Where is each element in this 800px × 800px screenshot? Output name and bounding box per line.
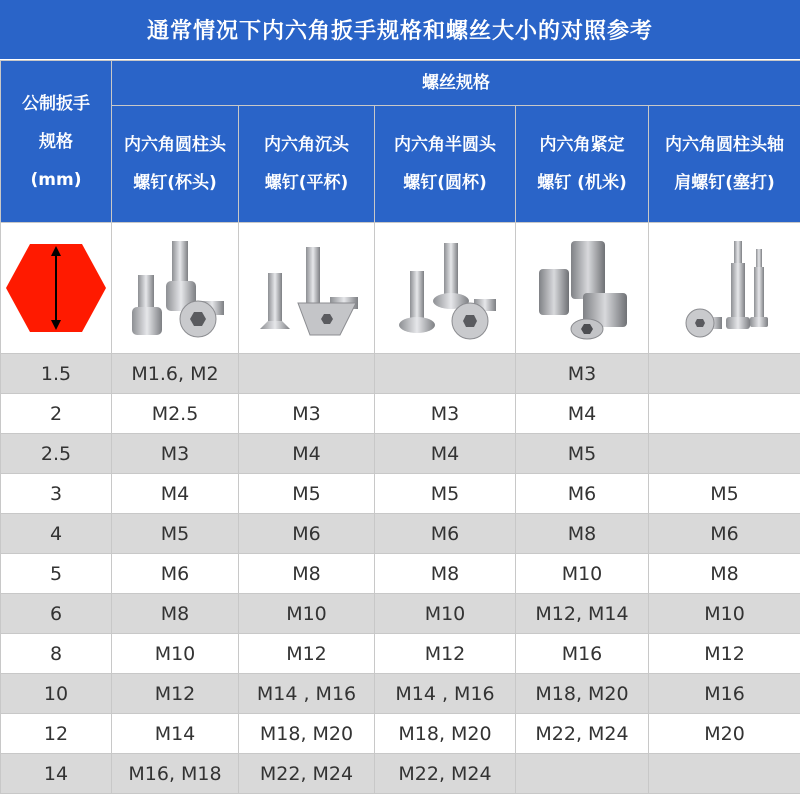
screw-size-cell: M4 bbox=[375, 434, 516, 474]
screw-size-cell: M3 bbox=[516, 354, 649, 394]
column-header-set-screw bbox=[516, 106, 649, 223]
screw-size-cell: M16 bbox=[516, 634, 649, 674]
wrench-size-cell: 1.5 bbox=[1, 354, 112, 394]
screw-size-cell: M10 bbox=[375, 594, 516, 634]
screw-size-cell: M16 bbox=[649, 674, 800, 714]
screw-size-cell: M4 bbox=[516, 394, 649, 434]
column-header-cap-screw bbox=[112, 106, 239, 223]
column-header-line: 肩螺钉(塞打) bbox=[674, 173, 775, 193]
wrench-size-cell: 2.5 bbox=[1, 434, 112, 474]
wrench-size-cell: 2 bbox=[1, 394, 112, 434]
screw-size-cell: M3 bbox=[375, 394, 516, 434]
screw-size-cell: M6 bbox=[112, 554, 239, 594]
column-header-line: 螺钉(圆杯) bbox=[403, 173, 487, 193]
screw-size-cell bbox=[239, 354, 375, 394]
column-header-line: 内六角沉头 bbox=[264, 135, 349, 155]
screw-size-cell: M8 bbox=[375, 554, 516, 594]
wrench-size-cell: 8 bbox=[1, 634, 112, 674]
wrench-size-cell: 3 bbox=[1, 474, 112, 514]
screw-size-cell: M5 bbox=[112, 514, 239, 554]
wrench-screw-table bbox=[0, 60, 800, 794]
set-screw-image bbox=[516, 223, 649, 354]
screw-size-cell bbox=[649, 354, 800, 394]
screw-size-cell: M14 bbox=[112, 714, 239, 754]
screw-size-cell bbox=[375, 354, 516, 394]
screw-size-cell: M22, M24 bbox=[239, 754, 375, 794]
column-header-line: 内六角紧定 bbox=[539, 135, 625, 155]
wrench-size-cell: 4 bbox=[1, 514, 112, 554]
page-title: 通常情况下内六角扳手规格和螺丝大小的对照参考 bbox=[0, 0, 800, 60]
screw-size-cell bbox=[516, 754, 649, 794]
wrench-size-cell: 6 bbox=[1, 594, 112, 634]
screw-size-cell: M5 bbox=[516, 434, 649, 474]
screw-size-cell: M3 bbox=[112, 434, 239, 474]
screw-size-cell: M2.5 bbox=[112, 394, 239, 434]
screw-spec-group-header: 螺丝规格 bbox=[112, 61, 800, 106]
column-header-line: 内六角圆柱头轴 bbox=[665, 135, 784, 155]
column-header-countersunk-screw bbox=[239, 106, 375, 223]
table-row bbox=[1, 634, 800, 674]
screw-size-cell: M6 bbox=[375, 514, 516, 554]
screw-size-cell: M18, M20 bbox=[239, 714, 375, 754]
table-row bbox=[1, 554, 800, 594]
wrench-size-cell: 5 bbox=[1, 554, 112, 594]
screw-size-cell: M3 bbox=[239, 394, 375, 434]
screw-size-cell: M10 bbox=[239, 594, 375, 634]
screw-size-cell: M22, M24 bbox=[516, 714, 649, 754]
screw-size-cell: M6 bbox=[516, 474, 649, 514]
wrench-header-line: 规格 bbox=[39, 131, 73, 152]
socket-head-cap-screw-image bbox=[112, 223, 239, 354]
wrench-size-cell: 14 bbox=[1, 754, 112, 794]
screw-size-cell: M5 bbox=[375, 474, 516, 514]
screw-size-cell: M12 bbox=[649, 634, 800, 674]
table-row bbox=[1, 474, 800, 514]
screw-size-cell: M10 bbox=[516, 554, 649, 594]
table-row bbox=[1, 674, 800, 714]
screw-size-cell: M16, M18 bbox=[112, 754, 239, 794]
shoulder-screw-image bbox=[649, 223, 800, 354]
wrench-header-line: (mm) bbox=[30, 169, 82, 190]
screw-size-cell: M12, M14 bbox=[516, 594, 649, 634]
table-row bbox=[1, 434, 800, 474]
countersunk-screw-image bbox=[239, 223, 375, 354]
table-row bbox=[1, 714, 800, 754]
screw-size-cell: M6 bbox=[239, 514, 375, 554]
screw-size-cell: M4 bbox=[239, 434, 375, 474]
screw-size-cell: M12 bbox=[112, 674, 239, 714]
screw-size-cell: M20 bbox=[649, 714, 800, 754]
hex-wrench-size-icon bbox=[1, 223, 112, 354]
table-row bbox=[1, 394, 800, 434]
screw-size-cell: M5 bbox=[239, 474, 375, 514]
screw-size-cell: M10 bbox=[112, 634, 239, 674]
screw-size-cell: M22, M24 bbox=[375, 754, 516, 794]
wrench-size-cell: 12 bbox=[1, 714, 112, 754]
column-header-line: 螺钉(杯头) bbox=[133, 173, 217, 193]
wrench-size-cell: 10 bbox=[1, 674, 112, 714]
screw-size-cell: M5 bbox=[649, 474, 800, 514]
screw-size-cell bbox=[649, 754, 800, 794]
table-row bbox=[1, 354, 800, 394]
button-head-screw-image bbox=[375, 223, 516, 354]
screw-size-cell: M18, M20 bbox=[516, 674, 649, 714]
screw-size-cell: M8 bbox=[516, 514, 649, 554]
screw-size-cell: M8 bbox=[239, 554, 375, 594]
screw-size-cell bbox=[649, 434, 800, 474]
column-header-line: 螺钉(平杯) bbox=[264, 173, 349, 193]
table-row bbox=[1, 514, 800, 554]
column-header-button-head-screw bbox=[375, 106, 516, 223]
screw-size-cell: M4 bbox=[112, 474, 239, 514]
table-row bbox=[1, 594, 800, 634]
screw-size-cell: M10 bbox=[649, 594, 800, 634]
screw-size-cell: M6 bbox=[649, 514, 800, 554]
screw-size-cell: M12 bbox=[239, 634, 375, 674]
screw-size-cell: M8 bbox=[649, 554, 800, 594]
wrench-header-line: 公制扳手 bbox=[22, 93, 90, 114]
table-row bbox=[1, 754, 800, 794]
column-header-line: 内六角半圆头 bbox=[394, 135, 496, 155]
screw-size-cell: M18, M20 bbox=[375, 714, 516, 754]
wrench-size-header bbox=[1, 61, 112, 223]
screw-size-cell bbox=[649, 394, 800, 434]
screw-size-cell: M1.6, M2 bbox=[112, 354, 239, 394]
column-header-line: 内六角圆柱头 bbox=[124, 135, 226, 155]
column-header-shoulder-screw bbox=[649, 106, 800, 223]
screw-size-cell: M12 bbox=[375, 634, 516, 674]
screw-size-cell: M14 , M16 bbox=[375, 674, 516, 714]
screw-size-cell: M14 , M16 bbox=[239, 674, 375, 714]
column-header-line: 螺钉 (机米) bbox=[537, 173, 627, 193]
screw-size-cell: M8 bbox=[112, 594, 239, 634]
